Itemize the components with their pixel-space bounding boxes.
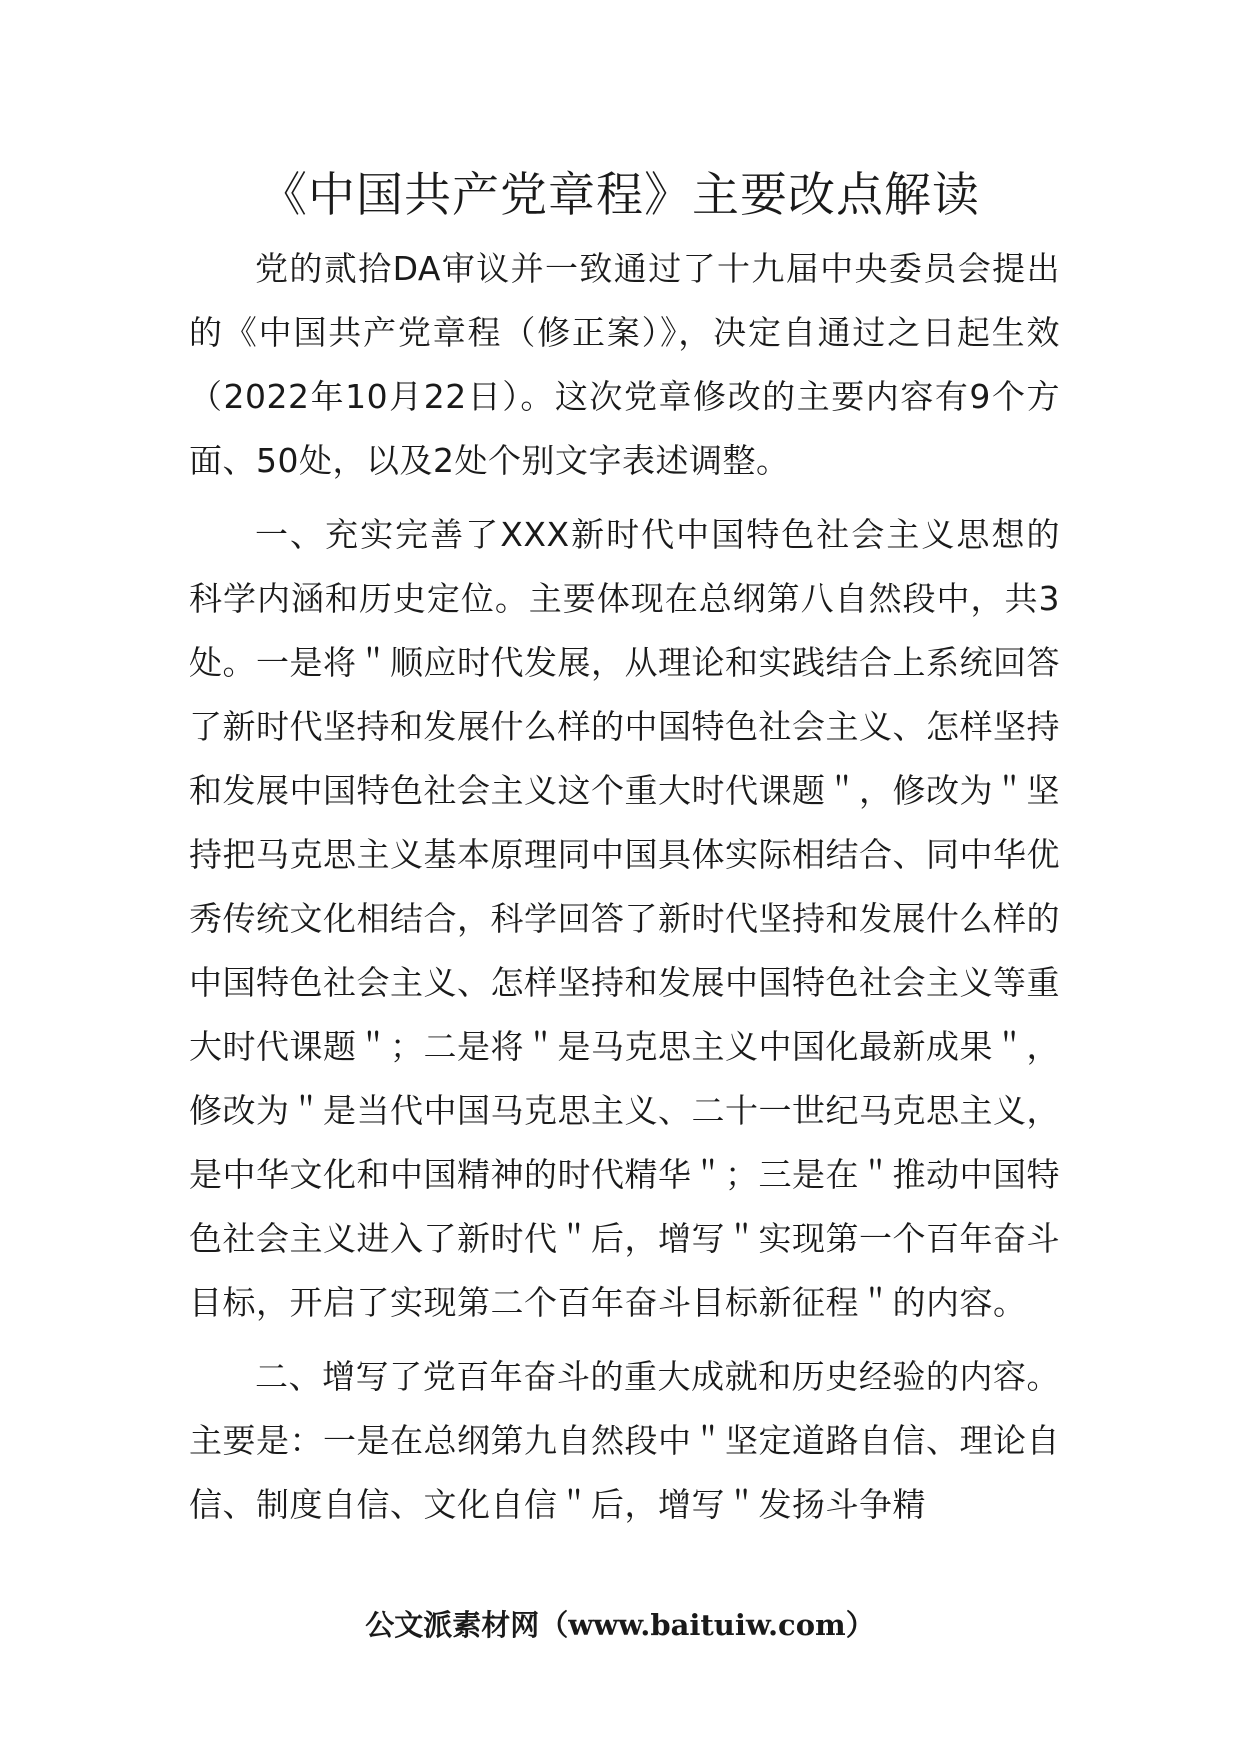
document-body: [189, 237, 1060, 1537]
document-title: 《中国共产党章程》主要改点解读: [260, 168, 980, 223]
paragraph-intro: 党的贰拾DA审议并一致通过了十九届中央委员会提出的《中国共产党章程（修正案）》，决定自通过之日起生效（2022年10月22日）。这次党章修改的主要内容有9个方面、50处，以及2处个别文字表述调整。: [189, 249, 1060, 480]
paragraph-section-one: 一、充实完善了XXX新时代中国特色社会主义思想的科学内涵和历史定位。主要体现在总纲第八自然段中，共3处。一是将＂顺应时代发展，从理论和实践结合上系统回答了新时代坚持和发展什么样的中国特色社会主义、怎样坚持和发展中国特色社会主义这个重大时代课题＂，修改为＂坚持把马克思主义基本原理同中国具体实际相结合、同中华优秀传统文化相结合，科学回答了新时代坚持和发展什么样的中国特色社会主义、怎样坚持和发展中国特色社会主义等重大时代课题＂；二是将＂是马克思主义中国化最新成果＂，修改为＂是当代中国马克思主义、二十一世纪马克思主义，是中华文化和中国精神的时代精华＂；三是在＂推动中国特色社会主义进入了新时代＂后，增写＂实现第一个百年奋斗目标，开启了实现第二个百年奋斗目标新征程＂的内容。: [189, 515, 1060, 1322]
paragraph-section-two: 二、增写了党百年奋斗的重大成就和历史经验的内容。主要是：一是在总纲第九自然段中＂坚定道路自信、理论自信、制度自信、文化自信＂后，增写＂发扬斗争精: [189, 1357, 1060, 1524]
footer-watermark: 公文派素材网（www.baituiw.com）: [365, 1608, 875, 1642]
